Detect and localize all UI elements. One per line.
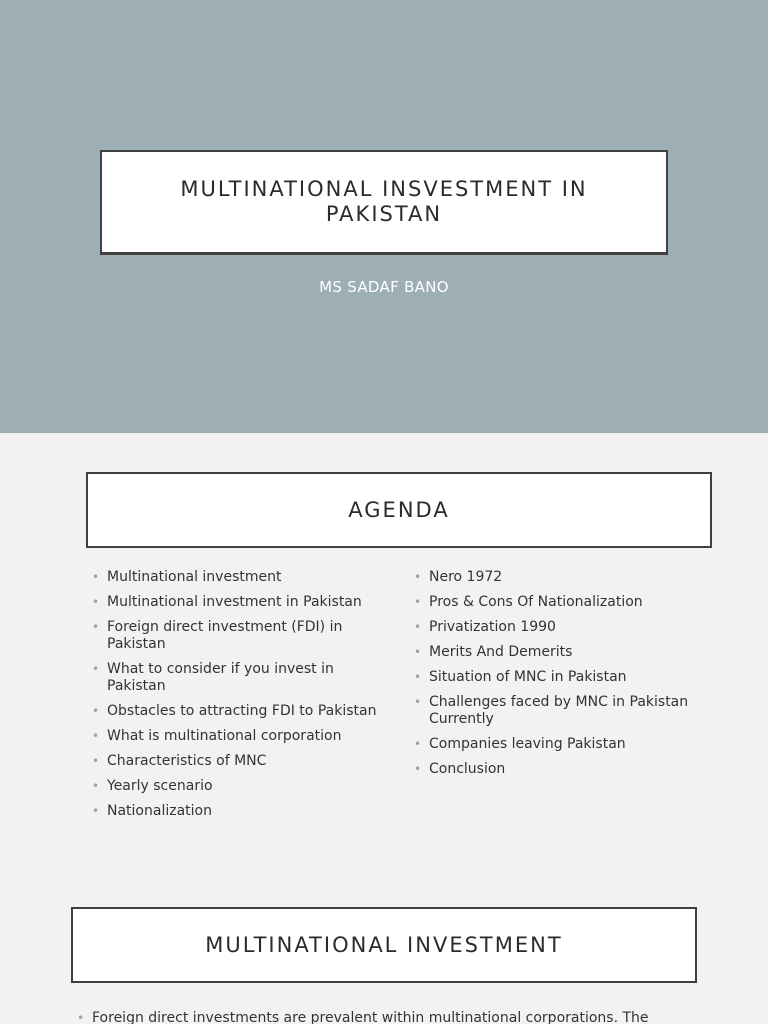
bullet-icon: • [77, 1011, 85, 1024]
agenda-item [92, 594, 392, 611]
title-box [100, 150, 668, 255]
agenda-item-text: What is multinational corporation [107, 728, 342, 744]
agenda-item-text: Multinational investment [107, 569, 282, 585]
bullet-icon: • [92, 804, 100, 818]
agenda-item [414, 594, 714, 611]
bullet-icon: • [414, 620, 422, 634]
author-subtitle: MS SADAF BANO [319, 278, 449, 296]
agenda-item [414, 736, 714, 753]
bullet-icon: • [92, 729, 100, 743]
agenda-item-text: Privatization 1990 [429, 619, 556, 635]
agenda-item [92, 728, 392, 745]
bullet-icon: • [92, 595, 100, 609]
body-text: Foreign direct investments are prevalent within multinational corporations. The [92, 1010, 649, 1024]
agenda-item [414, 644, 714, 661]
multinational-investment-slide [0, 873, 768, 1024]
bullet-icon: • [414, 595, 422, 609]
agenda-item [92, 661, 392, 695]
agenda-item [92, 803, 392, 820]
agenda-item-text: Multinational investment in Pakistan [107, 594, 362, 610]
agenda-item [92, 778, 392, 795]
agenda-item-text: Foreign direct investment (FDI) in Pakistan [107, 619, 343, 652]
bullet-icon: • [414, 737, 422, 751]
agenda-title: AGENDA [348, 498, 450, 522]
agenda-item-text: What to consider if you invest in Pakistan [107, 661, 334, 694]
agenda-item [414, 619, 714, 636]
body-bullet [77, 1010, 767, 1024]
title-slide [0, 0, 768, 433]
agenda-item-text: Characteristics of MNC [107, 753, 267, 769]
agenda-item [92, 619, 392, 653]
bullet-icon: • [414, 570, 422, 584]
bullet-icon: • [414, 762, 422, 776]
bullet-icon: • [92, 704, 100, 718]
bullet-icon: • [92, 754, 100, 768]
section-title-box [71, 907, 697, 983]
agenda-item [92, 569, 392, 586]
section-title: MULTINATIONAL INVESTMENT [205, 933, 563, 957]
agenda-item-text: Merits And Demerits [429, 644, 573, 660]
bullet-icon: • [414, 645, 422, 659]
agenda-item [414, 669, 714, 686]
agenda-title-box [86, 472, 712, 548]
agenda-item-text: Situation of MNC in Pakistan [429, 669, 627, 685]
agenda-item-text: Challenges faced by MNC in Pakistan Currently [429, 694, 689, 727]
bullet-icon: • [92, 779, 100, 793]
agenda-list-left [92, 569, 392, 828]
agenda-item-text: Companies leaving Pakistan [429, 736, 626, 752]
bullet-icon: • [92, 620, 100, 634]
agenda-item-text: Conclusion [429, 761, 506, 777]
agenda-item-text: Yearly scenario [107, 778, 213, 794]
bullet-icon: • [92, 662, 100, 676]
slide-title: MULTINATIONAL INSVESTMENT IN PAKISTAN [180, 177, 588, 226]
bullet-icon: • [414, 695, 422, 709]
agenda-item-text: Nero 1972 [429, 569, 503, 585]
agenda-list-right [414, 569, 714, 786]
agenda-item [414, 761, 714, 778]
agenda-item [92, 703, 392, 720]
bullet-icon: • [414, 670, 422, 684]
agenda-slide [0, 433, 768, 873]
bullet-icon: • [92, 570, 100, 584]
agenda-item [414, 694, 714, 728]
agenda-item-text: Pros & Cons Of Nationalization [429, 594, 643, 610]
agenda-item-text: Obstacles to attracting FDI to Pakistan [107, 703, 377, 719]
agenda-item [92, 753, 392, 770]
agenda-item [414, 569, 714, 586]
agenda-item-text: Nationalization [107, 803, 212, 819]
